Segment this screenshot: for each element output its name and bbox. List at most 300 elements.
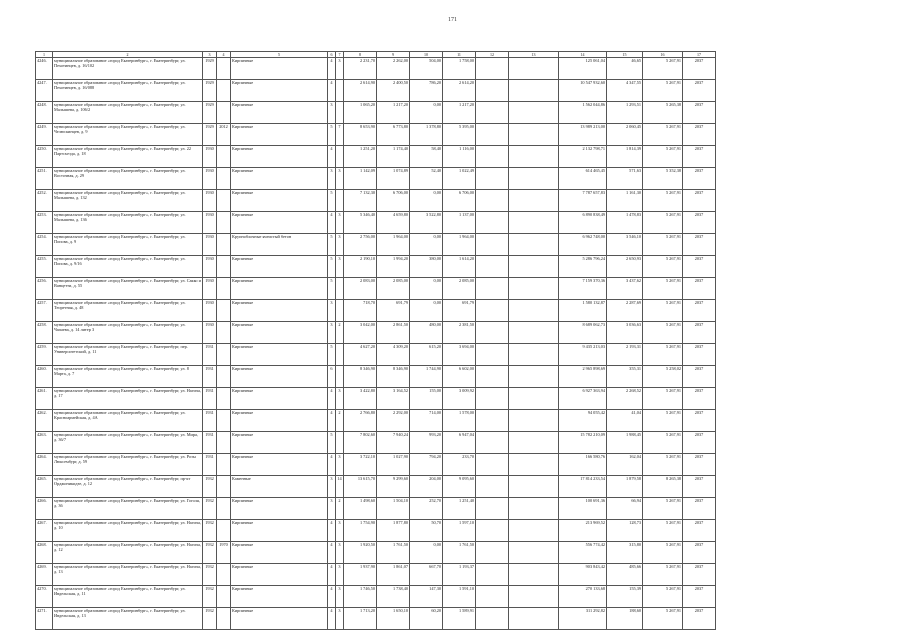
- cell-wall-material: Кирпичные: [231, 322, 328, 344]
- cell-repair-cost: 270 133,68: [559, 586, 607, 608]
- cell-specific-cost: 1 478,83: [607, 212, 643, 234]
- cell-specific-cost: 128,73: [607, 520, 643, 542]
- cell-planned-year: 2037: [683, 366, 716, 388]
- cell-year-built: 1932: [203, 542, 217, 564]
- cell-wall-material: Кирпичные: [231, 586, 328, 608]
- cell-floors: 3: [328, 102, 336, 124]
- cell-area-nonresidential: 50,70: [410, 520, 443, 542]
- table-row: [36, 410, 716, 432]
- cell-row-number: 4256.: [36, 278, 53, 300]
- cell-column-12: [476, 476, 509, 498]
- cell-column-13: [509, 366, 559, 388]
- cell-specific-cost: 162,04: [607, 454, 643, 476]
- cell-floors: 5: [328, 278, 336, 300]
- cell-area-residential: 3 694,00: [443, 344, 476, 366]
- cell-max-cost: 5 267,91: [643, 542, 683, 564]
- cell-column-12: [476, 498, 509, 520]
- cell-area-nonresidential: 155,00: [410, 388, 443, 410]
- cell-address: муниципальное образование «город Екатеринбург», г. Екатеринбург, ул. Сакко и Ванцетти, д. 55: [53, 278, 203, 300]
- cell-repair-cost: 903 843,42: [559, 564, 607, 586]
- cell-address: муниципальное образование «город Екатеринбург», г. Екатеринбург, ул. Ивдельская, д. 11: [53, 586, 203, 608]
- cell-entrances: 3: [336, 58, 344, 80]
- cell-year-rebuilt: [217, 300, 231, 322]
- column-header: 8: [344, 52, 377, 58]
- cell-floors: 4: [328, 564, 336, 586]
- table-row: [36, 542, 716, 564]
- cell-repair-cost: 6 927 363,94: [559, 388, 607, 410]
- cell-max-cost: 5 267,91: [643, 586, 683, 608]
- cell-address: муниципальное образование «город Екатеринбург», г. Екатеринбург, ул. Мира, д. 36/7: [53, 432, 203, 454]
- cell-wall-material: Кирпичные: [231, 432, 328, 454]
- column-header: 7: [336, 52, 344, 58]
- cell-specific-cost: 485,66: [607, 564, 643, 586]
- table-row: [36, 80, 716, 102]
- cell-row-number: 4266.: [36, 498, 53, 520]
- cell-entrances: [336, 190, 344, 212]
- cell-wall-material: Кирпичные: [231, 102, 328, 124]
- table-row: [36, 388, 716, 410]
- cell-area-residential: 1 758,00: [443, 58, 476, 80]
- cell-column-12: [476, 80, 509, 102]
- cell-max-cost: 5 267,91: [643, 278, 683, 300]
- cell-area-total-premises: 1 964,00: [377, 234, 410, 256]
- cell-entrances: 3: [336, 168, 344, 190]
- cell-row-number: 4255.: [36, 256, 53, 278]
- cell-repair-cost: 13 989 213,00: [559, 124, 607, 146]
- cell-total-area: 1 065,20: [344, 102, 377, 124]
- cell-total-area: 2 190,10: [344, 256, 377, 278]
- cell-specific-cost: 1 988,45: [607, 432, 643, 454]
- cell-max-cost: 5 267,91: [643, 344, 683, 366]
- cell-area-nonresidential: 794,20: [410, 454, 443, 476]
- cell-planned-year: 2037: [683, 344, 716, 366]
- cell-year-rebuilt: [217, 80, 231, 102]
- cell-row-number: 4251.: [36, 168, 53, 190]
- table-row: [36, 520, 716, 542]
- cell-year-rebuilt: [217, 586, 231, 608]
- cell-column-12: [476, 366, 509, 388]
- cell-floors: 4: [328, 58, 336, 80]
- column-header: 15: [607, 52, 643, 58]
- cell-total-area: 1 746,50: [344, 586, 377, 608]
- cell-row-number: 4247.: [36, 80, 53, 102]
- cell-repair-cost: 15 782 210,09: [559, 432, 607, 454]
- cell-address: муниципальное образование «город Екатеринбург», г. Екатеринбург, ул. 22 Партсъезда, д. 18: [53, 146, 203, 168]
- cell-column-12: [476, 454, 509, 476]
- column-header: 9: [377, 52, 410, 58]
- cell-floors: 5: [328, 234, 336, 256]
- cell-year-built: 1932: [203, 608, 217, 630]
- cell-planned-year: 2037: [683, 168, 716, 190]
- cell-planned-year: 2037: [683, 322, 716, 344]
- cell-area-residential: 6 602,00: [443, 366, 476, 388]
- cell-specific-cost: 2 193,31: [607, 344, 643, 366]
- cell-year-built: 1932: [203, 564, 217, 586]
- housing-register-table: [35, 51, 716, 630]
- column-header: 5: [231, 52, 328, 58]
- column-header: 4: [217, 52, 231, 58]
- cell-area-nonresidential: 52,40: [410, 168, 443, 190]
- cell-year-built: 1930: [203, 322, 217, 344]
- cell-address: муниципальное образование «город Екатеринбург», г. Екатеринбург, ул. Пехотинцев, д. 16/102: [53, 58, 203, 80]
- cell-floors: 3: [328, 498, 336, 520]
- table-row: [36, 168, 716, 190]
- cell-row-number: 4259.: [36, 344, 53, 366]
- cell-column-13: [509, 300, 559, 322]
- cell-wall-material: Кирпичные: [231, 278, 328, 300]
- cell-max-cost: 5 267,91: [643, 80, 683, 102]
- cell-area-total-premises: 9 299,60: [377, 476, 410, 498]
- cell-repair-cost: 17 814 233,54: [559, 476, 607, 498]
- cell-area-residential: 3 009,92: [443, 388, 476, 410]
- cell-address: муниципальное образование «город Екатеринбург», г. Екатеринбург, ул. Нагича, д. 13: [53, 564, 203, 586]
- cell-total-area: 8 346,90: [344, 366, 377, 388]
- cell-total-area: 718,70: [344, 300, 377, 322]
- cell-row-number: 4269.: [36, 564, 53, 586]
- cell-floors: 5: [328, 432, 336, 454]
- cell-total-area: 2 231,70: [344, 58, 377, 80]
- cell-repair-cost: 7 159 370,36: [559, 278, 607, 300]
- cell-column-13: [509, 58, 559, 80]
- cell-total-area: 3 042,00: [344, 322, 377, 344]
- cell-repair-cost: 1 580 132,87: [559, 300, 607, 322]
- page-number: 171: [448, 17, 457, 23]
- cell-column-13: [509, 234, 559, 256]
- cell-area-residential: 1 614,20: [443, 256, 476, 278]
- cell-row-number: 4260.: [36, 366, 53, 388]
- cell-planned-year: 2037: [683, 498, 716, 520]
- cell-repair-cost: 6 962 748,00: [559, 234, 607, 256]
- cell-specific-cost: 2 060,45: [607, 124, 643, 146]
- cell-area-total-premises: 2 400,50: [377, 80, 410, 102]
- cell-floors: 4: [328, 586, 336, 608]
- cell-year-rebuilt: [217, 102, 231, 124]
- cell-specific-cost: 1 879,58: [607, 476, 643, 498]
- cell-column-13: [509, 388, 559, 410]
- cell-row-number: 4248.: [36, 102, 53, 124]
- cell-area-nonresidential: 786,20: [410, 80, 443, 102]
- cell-repair-cost: 2 132 798,71: [559, 146, 607, 168]
- cell-max-cost: 5 265,38: [643, 102, 683, 124]
- cell-floors: 4: [328, 80, 336, 102]
- cell-max-cost: 5 267,91: [643, 608, 683, 630]
- cell-area-residential: 233,70: [443, 454, 476, 476]
- cell-row-number: 4257.: [36, 300, 53, 322]
- cell-column-13: [509, 344, 559, 366]
- column-header: 3: [203, 52, 217, 58]
- cell-column-12: [476, 300, 509, 322]
- cell-wall-material: Кирпичные: [231, 608, 328, 630]
- cell-total-area: 1 713,20: [344, 608, 377, 630]
- cell-wall-material: Кирпичные: [231, 344, 328, 366]
- cell-repair-cost: 311 292,82: [559, 608, 607, 630]
- cell-year-built: 1932: [203, 586, 217, 608]
- cell-area-total-premises: 2 292,00: [377, 410, 410, 432]
- cell-entrances: 3: [336, 212, 344, 234]
- cell-planned-year: 2037: [683, 234, 716, 256]
- cell-row-number: 4264.: [36, 454, 53, 476]
- cell-planned-year: 2037: [683, 278, 716, 300]
- cell-max-cost: 5 267,91: [643, 146, 683, 168]
- cell-entrances: 3: [336, 234, 344, 256]
- cell-area-nonresidential: 252,70: [410, 498, 443, 520]
- cell-area-total-premises: 8 346,90: [377, 366, 410, 388]
- cell-total-area: 7 802,60: [344, 432, 377, 454]
- cell-year-built: 1930: [203, 256, 217, 278]
- column-header: 14: [559, 52, 607, 58]
- cell-floors: 4: [328, 542, 336, 564]
- table-row: [36, 124, 716, 146]
- cell-address: муниципальное образование «город Екатеринбург», г. Екатеринбург, ул. Малышева, д. 106/2: [53, 102, 203, 124]
- cell-entrances: [336, 432, 344, 454]
- cell-repair-cost: 2 965 898,69: [559, 366, 607, 388]
- cell-area-nonresidential: 204,00: [410, 476, 443, 498]
- cell-area-total-premises: 1 994,20: [377, 256, 410, 278]
- cell-total-area: 1 937,90: [344, 564, 377, 586]
- cell-wall-material: Кирпичные: [231, 58, 328, 80]
- cell-year-built: 1930: [203, 212, 217, 234]
- cell-area-residential: 691,79: [443, 300, 476, 322]
- cell-area-residential: 1 578,00: [443, 410, 476, 432]
- cell-area-residential: 2 085,00: [443, 278, 476, 300]
- cell-year-rebuilt: [217, 146, 231, 168]
- cell-address: муниципальное образование «город Екатеринбург», г. Екатеринбург, ул. Челюскинцев, д. 9: [53, 124, 203, 146]
- cell-area-nonresidential: 1 744,90: [410, 366, 443, 388]
- cell-year-rebuilt: [217, 190, 231, 212]
- cell-area-residential: 1 591,10: [443, 586, 476, 608]
- cell-specific-cost: 66,94: [607, 498, 643, 520]
- cell-entrances: 3: [336, 520, 344, 542]
- cell-entrances: 14: [336, 476, 344, 498]
- cell-entrances: 3: [336, 542, 344, 564]
- cell-entrances: 3: [336, 454, 344, 476]
- cell-column-12: [476, 168, 509, 190]
- cell-area-total-premises: 1 761,50: [377, 542, 410, 564]
- cell-area-total-premises: 6 706,00: [377, 190, 410, 212]
- cell-area-total-premises: 6 773,80: [377, 124, 410, 146]
- cell-area-residential: 1 597,10: [443, 520, 476, 542]
- cell-column-13: [509, 80, 559, 102]
- cell-entrances: 2: [336, 410, 344, 432]
- cell-planned-year: 2037: [683, 608, 716, 630]
- cell-wall-material: Кирпичные: [231, 520, 328, 542]
- table-body: [36, 58, 716, 630]
- table-row: [36, 586, 716, 608]
- cell-column-12: [476, 146, 509, 168]
- table-row: [36, 476, 716, 498]
- cell-area-residential: 1 964,00: [443, 234, 476, 256]
- cell-wall-material: Каменные: [231, 476, 328, 498]
- cell-entrances: [336, 366, 344, 388]
- column-header: 2: [53, 52, 203, 58]
- cell-year-rebuilt: [217, 58, 231, 80]
- cell-max-cost: 5 267,91: [643, 212, 683, 234]
- cell-column-12: [476, 388, 509, 410]
- table-row: [36, 146, 716, 168]
- cell-entrances: 3: [336, 608, 344, 630]
- cell-wall-material: Кирпичные: [231, 300, 328, 322]
- cell-entrances: [336, 278, 344, 300]
- cell-specific-cost: 3 036,63: [607, 322, 643, 344]
- cell-entrances: 3: [336, 564, 344, 586]
- cell-wall-material: Кирпичные: [231, 146, 328, 168]
- cell-address: муниципальное образование «город Екатеринбург», г. Екатеринбург, ул. Попова, д. 9/16: [53, 256, 203, 278]
- cell-area-residential: 6 947,04: [443, 432, 476, 454]
- cell-row-number: 4261.: [36, 388, 53, 410]
- cell-total-area: 1 498,60: [344, 498, 377, 520]
- cell-floors: 5: [328, 190, 336, 212]
- cell-max-cost: 5 267,91: [643, 564, 683, 586]
- cell-area-nonresidential: 993,20: [410, 432, 443, 454]
- cell-entrances: [336, 146, 344, 168]
- cell-repair-cost: 10 547 932,60: [559, 80, 607, 102]
- cell-total-area: 2 083,00: [344, 278, 377, 300]
- cell-area-residential: 1 137,00: [443, 212, 476, 234]
- cell-entrances: [336, 344, 344, 366]
- cell-floors: 5: [328, 124, 336, 146]
- cell-column-12: [476, 278, 509, 300]
- cell-wall-material: Кирпичные: [231, 190, 328, 212]
- cell-floors: 4: [328, 520, 336, 542]
- cell-column-12: [476, 586, 509, 608]
- cell-repair-cost: 6 890 838,49: [559, 212, 607, 234]
- cell-area-total-premises: 1 074,89: [377, 168, 410, 190]
- cell-column-13: [509, 124, 559, 146]
- cell-year-built: 1930: [203, 168, 217, 190]
- cell-repair-cost: 213 969,52: [559, 520, 607, 542]
- cell-entrances: 3: [336, 388, 344, 410]
- cell-floors: 3: [328, 300, 336, 322]
- cell-floors: 4: [328, 454, 336, 476]
- cell-planned-year: 2037: [683, 454, 716, 476]
- cell-column-12: [476, 322, 509, 344]
- cell-floors: 4: [328, 410, 336, 432]
- cell-row-number: 4271.: [36, 608, 53, 630]
- cell-planned-year: 2037: [683, 432, 716, 454]
- column-header: 13: [509, 52, 559, 58]
- column-header: 11: [443, 52, 476, 58]
- cell-year-rebuilt: [217, 564, 231, 586]
- cell-year-built: 1931: [203, 344, 217, 366]
- cell-year-rebuilt: 2012: [217, 124, 231, 146]
- cell-area-nonresidential: 615,20: [410, 344, 443, 366]
- cell-area-nonresidential: 0,00: [410, 300, 443, 322]
- cell-year-built: 1931: [203, 410, 217, 432]
- cell-wall-material: Кирпичные: [231, 542, 328, 564]
- cell-total-area: 2 756,00: [344, 234, 377, 256]
- column-header: 17: [683, 52, 716, 58]
- cell-year-built: 1932: [203, 520, 217, 542]
- cell-max-cost: 5 267,91: [643, 300, 683, 322]
- cell-row-number: 4249.: [36, 124, 53, 146]
- cell-column-12: [476, 344, 509, 366]
- table-row: [36, 300, 716, 322]
- cell-row-number: 4262.: [36, 410, 53, 432]
- cell-column-13: [509, 190, 559, 212]
- cell-address: муниципальное образование «город Екатеринбург», г. Екатеринбург, ул. Нагича, д. 10: [53, 520, 203, 542]
- cell-year-rebuilt: [217, 344, 231, 366]
- cell-column-12: [476, 256, 509, 278]
- cell-column-12: [476, 212, 509, 234]
- cell-wall-material: Кирпичные: [231, 124, 328, 146]
- table-row: [36, 366, 716, 388]
- cell-area-residential: 6 706,00: [443, 190, 476, 212]
- cell-specific-cost: 1 293,51: [607, 102, 643, 124]
- table-row: [36, 102, 716, 124]
- cell-repair-cost: 94 055,42: [559, 410, 607, 432]
- cell-column-13: [509, 476, 559, 498]
- cell-area-total-premises: 1 650,10: [377, 608, 410, 630]
- cell-floors: 3: [328, 168, 336, 190]
- table-row: [36, 564, 716, 586]
- cell-column-13: [509, 168, 559, 190]
- cell-area-total-premises: 1 877,80: [377, 520, 410, 542]
- cell-year-rebuilt: 1970: [217, 542, 231, 564]
- cell-total-area: 2 766,80: [344, 410, 377, 432]
- cell-specific-cost: 3 546,10: [607, 234, 643, 256]
- cell-column-12: [476, 102, 509, 124]
- cell-area-total-premises: 4 659,80: [377, 212, 410, 234]
- cell-year-rebuilt: [217, 388, 231, 410]
- cell-year-built: 1930: [203, 190, 217, 212]
- cell-area-total-premises: 1 027,90: [377, 454, 410, 476]
- cell-column-13: [509, 146, 559, 168]
- cell-column-12: [476, 410, 509, 432]
- cell-column-12: [476, 124, 509, 146]
- cell-total-area: 3 422,80: [344, 388, 377, 410]
- cell-area-nonresidential: 3 522,80: [410, 212, 443, 234]
- table-row: [36, 608, 716, 630]
- cell-year-rebuilt: [217, 168, 231, 190]
- cell-year-rebuilt: [217, 256, 231, 278]
- cell-year-built: 1929: [203, 124, 217, 146]
- cell-max-cost: 5 267,91: [643, 124, 683, 146]
- cell-year-built: 1931: [203, 388, 217, 410]
- cell-year-built: 1932: [203, 498, 217, 520]
- cell-area-total-premises: 2 861,50: [377, 322, 410, 344]
- cell-year-rebuilt: [217, 212, 231, 234]
- cell-floors: 4: [328, 388, 336, 410]
- cell-row-number: 4265.: [36, 476, 53, 498]
- cell-row-number: 4252.: [36, 190, 53, 212]
- cell-repair-cost: 614 465,45: [559, 168, 607, 190]
- cell-area-nonresidential: 504,00: [410, 58, 443, 80]
- cell-planned-year: 2037: [683, 476, 716, 498]
- cell-column-13: [509, 102, 559, 124]
- cell-repair-cost: 5 286 796,24: [559, 256, 607, 278]
- cell-specific-cost: 3 437,62: [607, 278, 643, 300]
- cell-max-cost: 5 267,91: [643, 432, 683, 454]
- cell-year-rebuilt: [217, 498, 231, 520]
- cell-repair-cost: 9 435 213,03: [559, 344, 607, 366]
- cell-row-number: 4250.: [36, 146, 53, 168]
- cell-column-12: [476, 520, 509, 542]
- cell-year-rebuilt: [217, 520, 231, 542]
- cell-total-area: 4 627,20: [344, 344, 377, 366]
- cell-repair-cost: 166 580,76: [559, 454, 607, 476]
- cell-entrances: 2: [336, 498, 344, 520]
- cell-address: муниципальное образование «город Екатеринбург», г. Екатеринбург, ул. Чапаева, д. 14 литер 3: [53, 322, 203, 344]
- cell-column-12: [476, 542, 509, 564]
- table-row: [36, 212, 716, 234]
- cell-max-cost: 5 267,91: [643, 322, 683, 344]
- cell-max-cost: 5 267,91: [643, 388, 683, 410]
- cell-area-nonresidential: 480,00: [410, 322, 443, 344]
- cell-specific-cost: 1 161,30: [607, 190, 643, 212]
- cell-area-total-premises: 2 085,00: [377, 278, 410, 300]
- cell-area-nonresidential: 714,00: [410, 410, 443, 432]
- cell-column-13: [509, 498, 559, 520]
